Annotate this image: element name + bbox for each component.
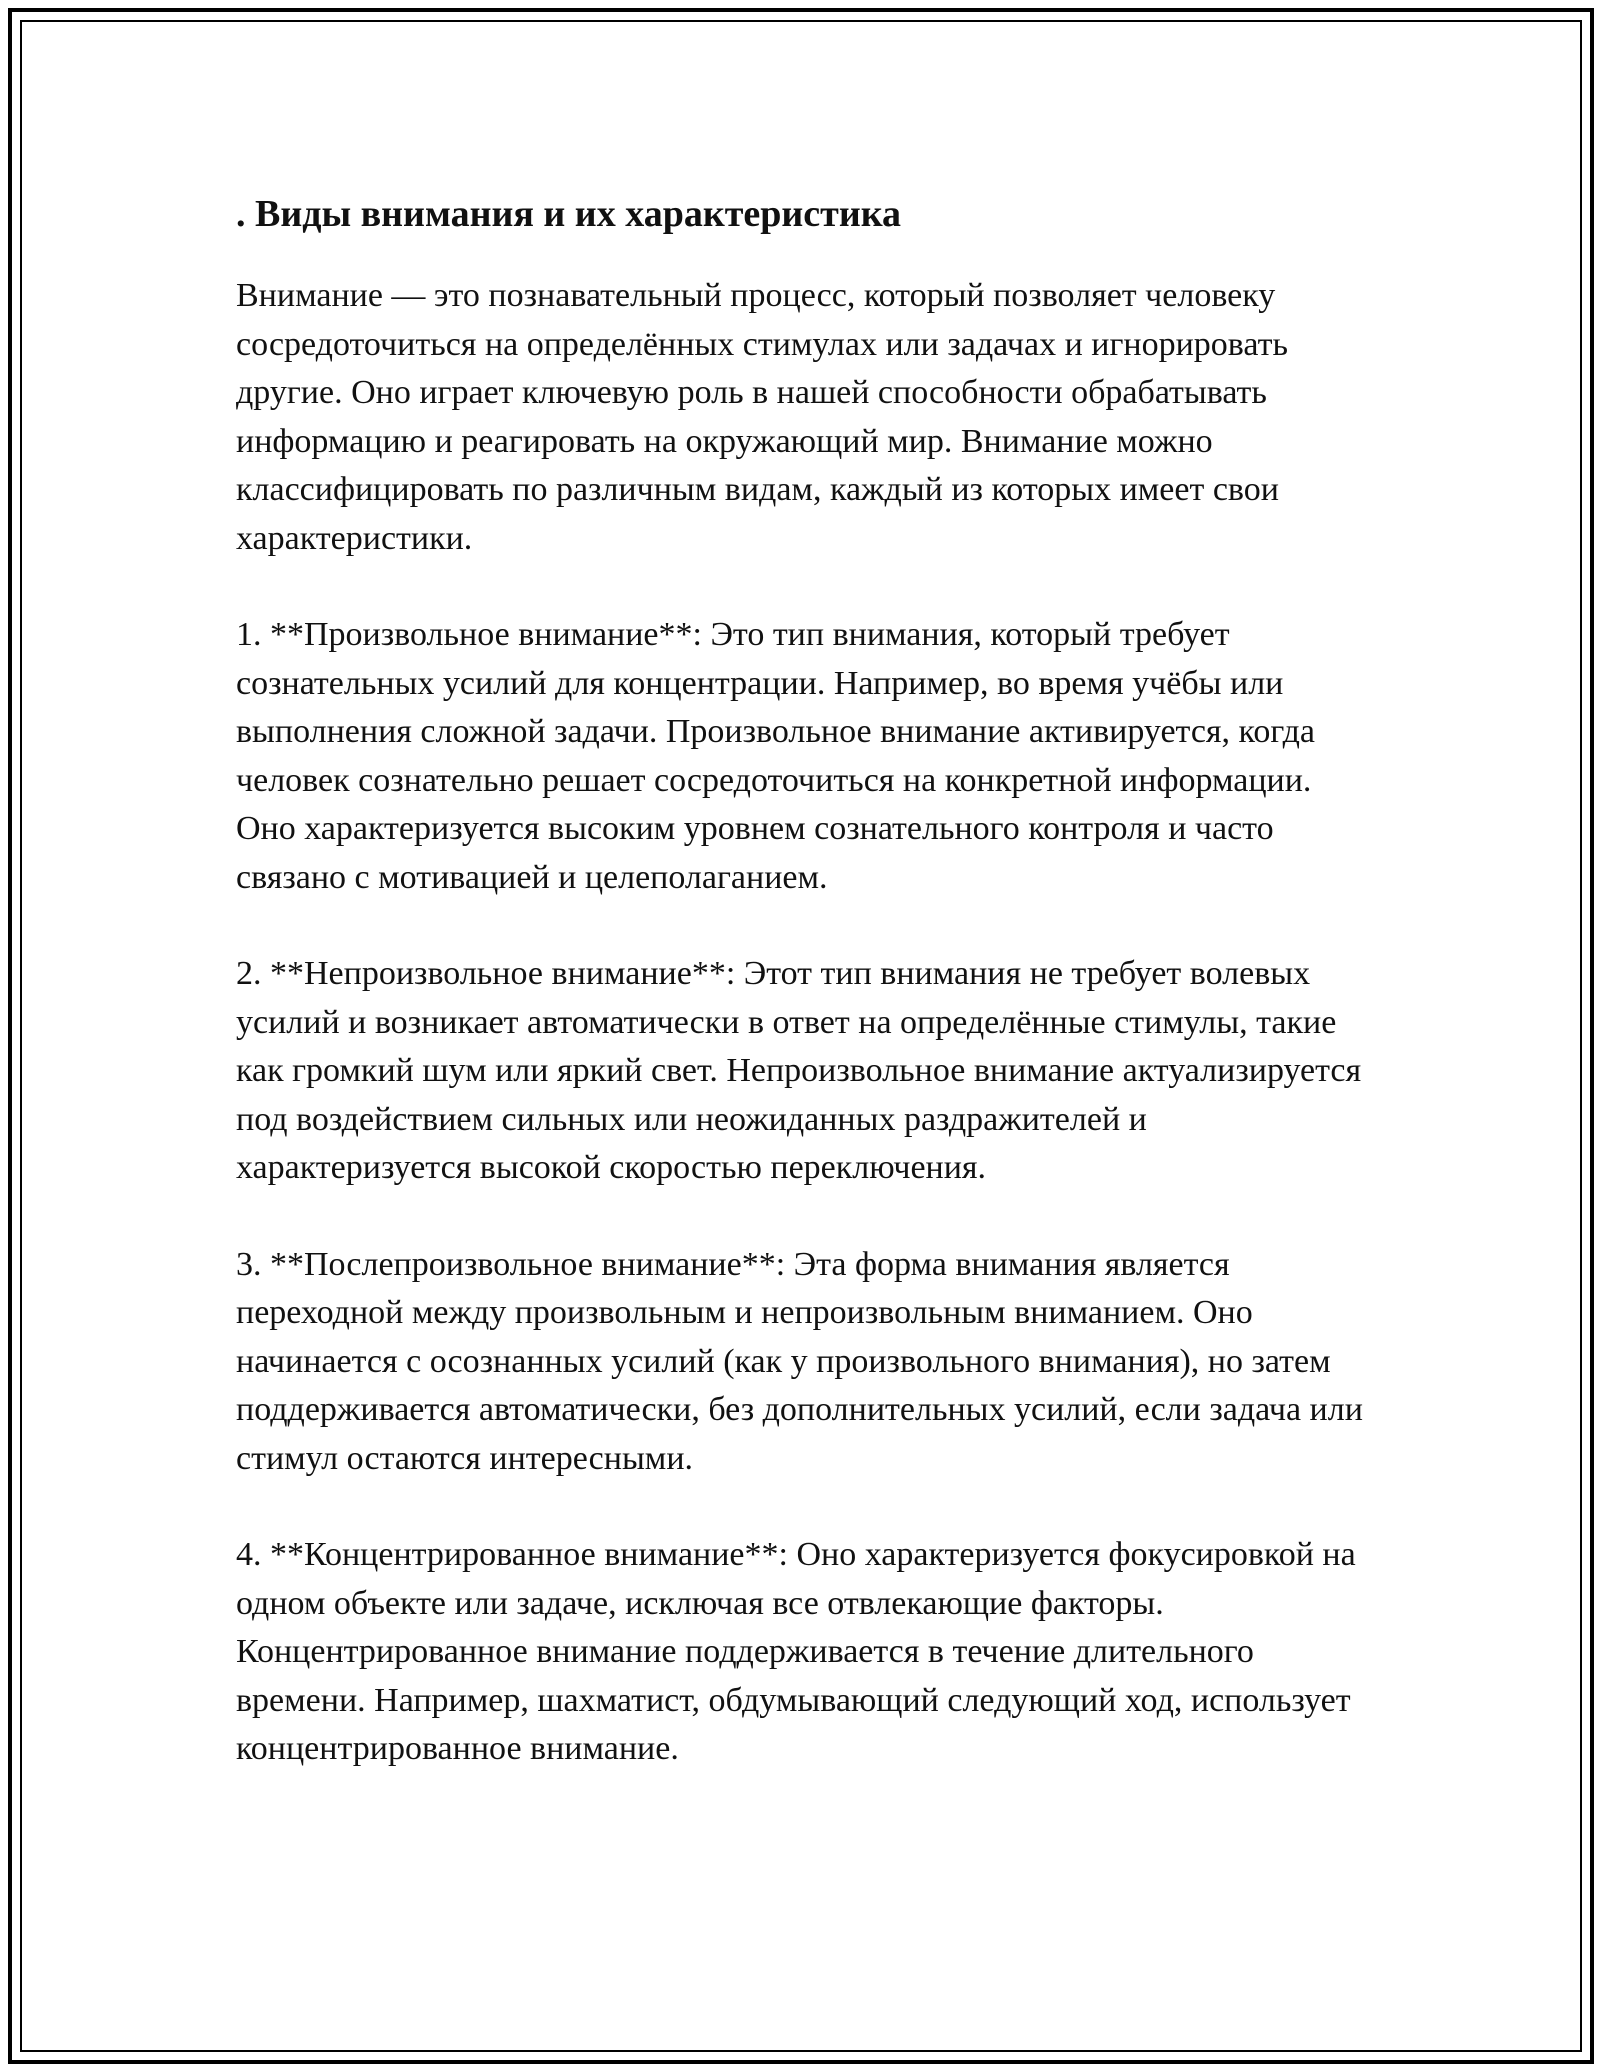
paragraph-voluntary-attention: 1. **Произвольное внимание**: Это тип внимания, который требует сознательных усилий для концентрации. Например, во время учёбы или выполнения сложной задачи. Произвольное внимание активируется, когда человек сознательно решает сосредоточиться на конкретной информации. Оно характеризуется высоким уровнем сознательного контроля и часто связано с мотивацией и целеполаганием. <box>236 616 1315 896</box>
paragraph-intro: Внимание — это познавательный процесс, который позволяет человеку сосредоточиться на определённых стимулах или задачах и игнорировать другие. Оно играет ключевую роль в нашей способности обрабатывать информацию и реагировать на окружающий мир. Внимание можно классифицировать по различным видам, каждый из которых имеет свои характеристики. <box>236 277 1288 557</box>
paragraph-post-voluntary-attention: 3. **Послепроизвольное внимание**: Эта форма внимания является переходной между произвольным и непроизвольным вниманием. Оно начинается с осознанных усилий (как у произвольного внимания), но затем поддерживается автоматически, без дополнительных усилий, если задача или стимул остаются интересными. <box>236 1245 1363 1477</box>
document-title: . Виды внимания и их характеристика <box>236 193 902 235</box>
document-body <box>236 182 1376 1822</box>
paragraph-involuntary-attention: 2. **Непроизвольное внимание**: Этот тип внимания не требует волевых усилий и возникает автоматически в ответ на определённые стимулы, такие как громкий шум или яркий свет. Непроизвольное внимание актуализируется под воздействием сильных или неожиданных раздражителей и характеризуется высокой скоростью переключения. <box>236 955 1362 1186</box>
paragraph-concentrated-attention: 4. **Концентрированное внимание**: Оно характеризуется фокусировкой на одном объекте или задаче, исключая все отвлекающие факторы. Концентрированное внимание поддерживается в течение длительного времени. Например, шахматист, обдумывающий следующий ход, использует концентрированное внимание. <box>236 1536 1356 1767</box>
